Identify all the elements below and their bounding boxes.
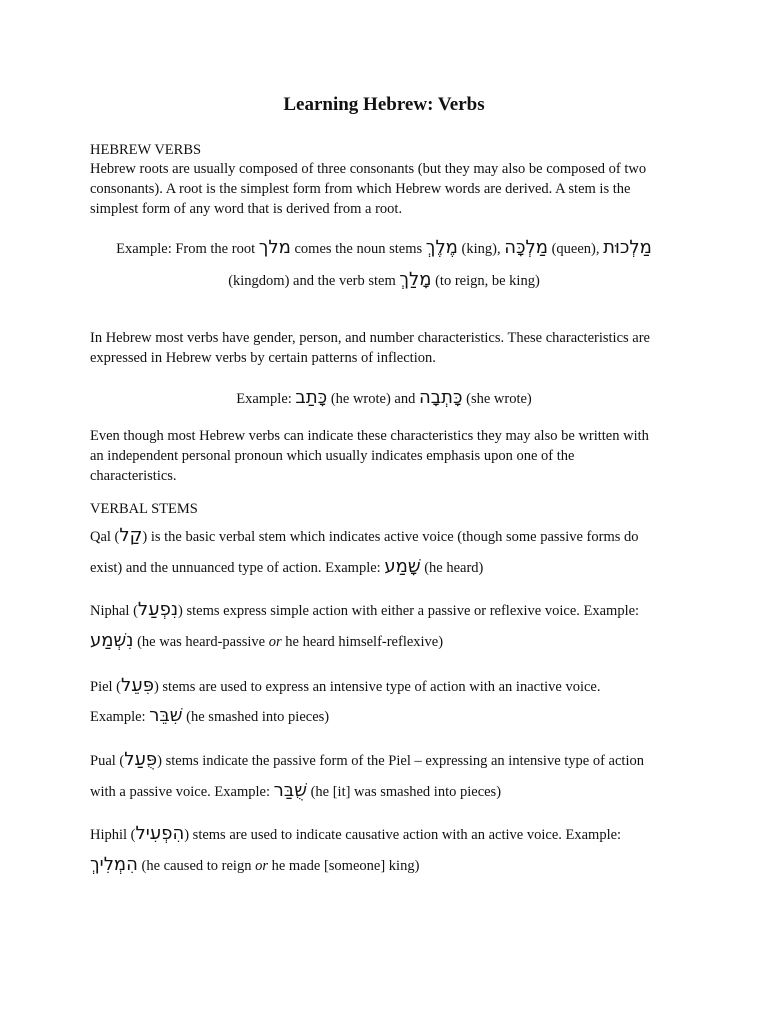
text: he made [someone] king) — [268, 858, 420, 874]
text: (kingdom) and the verb stem — [228, 273, 400, 289]
hebrew-word: נִשְׁמַע — [90, 630, 134, 651]
text: (he [it] was smashed into pieces) — [306, 784, 502, 800]
text: Qal ( — [90, 529, 120, 545]
pual-line-1 — [90, 751, 644, 770]
text: ) is the basic verbal stem which indicates active voice (though some passive forms do — [142, 529, 639, 545]
text: Piel ( — [90, 679, 122, 695]
page-title: Learning Hebrew: Verbs — [283, 94, 485, 115]
section-heading-verbal-stems: VERBAL STEMS — [90, 501, 198, 517]
emphasis-or: or — [255, 858, 268, 874]
text: (she wrote) — [462, 391, 532, 407]
text: (he smashed into pieces) — [182, 709, 330, 725]
text: Hiphil ( — [90, 827, 136, 843]
text: (to reign, be king) — [431, 273, 540, 289]
hebrew-word: מַלְכָּה — [504, 237, 548, 258]
text: (he wrote) and — [327, 391, 419, 407]
paragraph-line: Even though most Hebrew verbs can indicate these characteristics they may also be written with — [90, 428, 649, 444]
text: with a passive voice. Example: — [90, 784, 274, 800]
pual-line-2 — [90, 782, 501, 801]
hebrew-word: נִפְעַל — [137, 599, 179, 620]
hebrew-word: מֶלֶךְ — [425, 237, 458, 258]
paragraph-line: simplest form of any word that is derived from a root. — [90, 201, 403, 217]
text: (king), — [457, 241, 505, 257]
text: Example: From the root — [116, 241, 259, 257]
example-root-line-2 — [0, 271, 768, 290]
hebrew-word: קַל — [119, 525, 143, 546]
piel-line-2 — [90, 707, 329, 726]
hebrew-word: מַלְכוּת — [603, 237, 652, 258]
text: Example: — [236, 391, 296, 407]
paragraph-line: characteristics. — [90, 468, 177, 484]
hebrew-word: הִמְלִיךְ — [90, 854, 138, 875]
section-heading-hebrew-verbs: HEBREW VERBS — [90, 142, 202, 158]
text: ) stems are used to express an intensive type of action with an inactive voice. — [153, 679, 601, 695]
paragraph-line: In Hebrew most verbs have gender, person, and number characteristics. These characteristics are — [90, 330, 650, 346]
text: (queen), — [547, 241, 604, 257]
hebrew-word: מָלַךְ — [399, 269, 432, 290]
text: ) stems are used to indicate causative action with an active voice. Example: — [184, 827, 622, 843]
text: Niphal ( — [90, 603, 138, 619]
text: ) stems indicate the passive form of the Piel – expressing an intensive type of action — [157, 753, 644, 769]
text: exist) and the unnuanced type of action. Example: — [90, 560, 385, 576]
hebrew-word: מלך — [258, 237, 291, 258]
hebrew-word: פֻּעַל — [124, 749, 158, 770]
piel-line-1 — [90, 677, 600, 696]
niphal-line-2 — [90, 632, 443, 651]
text: Example: — [90, 709, 150, 725]
paragraph-line: an independent personal pronoun which usually indicates emphasis upon one of the — [90, 448, 575, 464]
text: he heard himself-reflexive) — [281, 634, 444, 650]
text: comes the noun stems — [290, 241, 426, 257]
example-root-line — [0, 239, 768, 258]
hiphil-line-2 — [90, 856, 419, 875]
paragraph-line: Hebrew roots are usually composed of three consonants (but they may also be composed of two — [90, 161, 647, 177]
hebrew-word: שָׁמַע — [384, 556, 421, 577]
paragraph-line: consonants). A root is the simplest form from which Hebrew words are derived. A stem is the — [90, 181, 631, 197]
hebrew-word: כָּתַב — [295, 387, 328, 408]
niphal-line-1 — [90, 601, 639, 620]
hebrew-word: כָּתְבָה — [418, 387, 463, 408]
hebrew-word: שִׁבֵּר — [149, 705, 183, 726]
example-wrote-line — [0, 389, 768, 408]
text: (he caused to reign — [137, 858, 256, 874]
qal-line-2 — [90, 558, 483, 577]
hebrew-word: הִפְעִיל — [135, 823, 185, 844]
hebrew-word: שֻׁבַּר — [273, 780, 307, 801]
text: (he was heard-passive — [133, 634, 269, 650]
emphasis-or: or — [268, 634, 282, 650]
text: ) stems express simple action with either a passive or reflexive voice. Example: — [178, 603, 640, 619]
paragraph-line: expressed in Hebrew verbs by certain patterns of inflection. — [90, 350, 436, 366]
hebrew-word: פִּעֵל — [121, 675, 154, 696]
hiphil-line-1 — [90, 825, 621, 844]
qal-line-1 — [90, 527, 639, 546]
text: Pual ( — [90, 753, 125, 769]
text: (he heard) — [420, 560, 484, 576]
